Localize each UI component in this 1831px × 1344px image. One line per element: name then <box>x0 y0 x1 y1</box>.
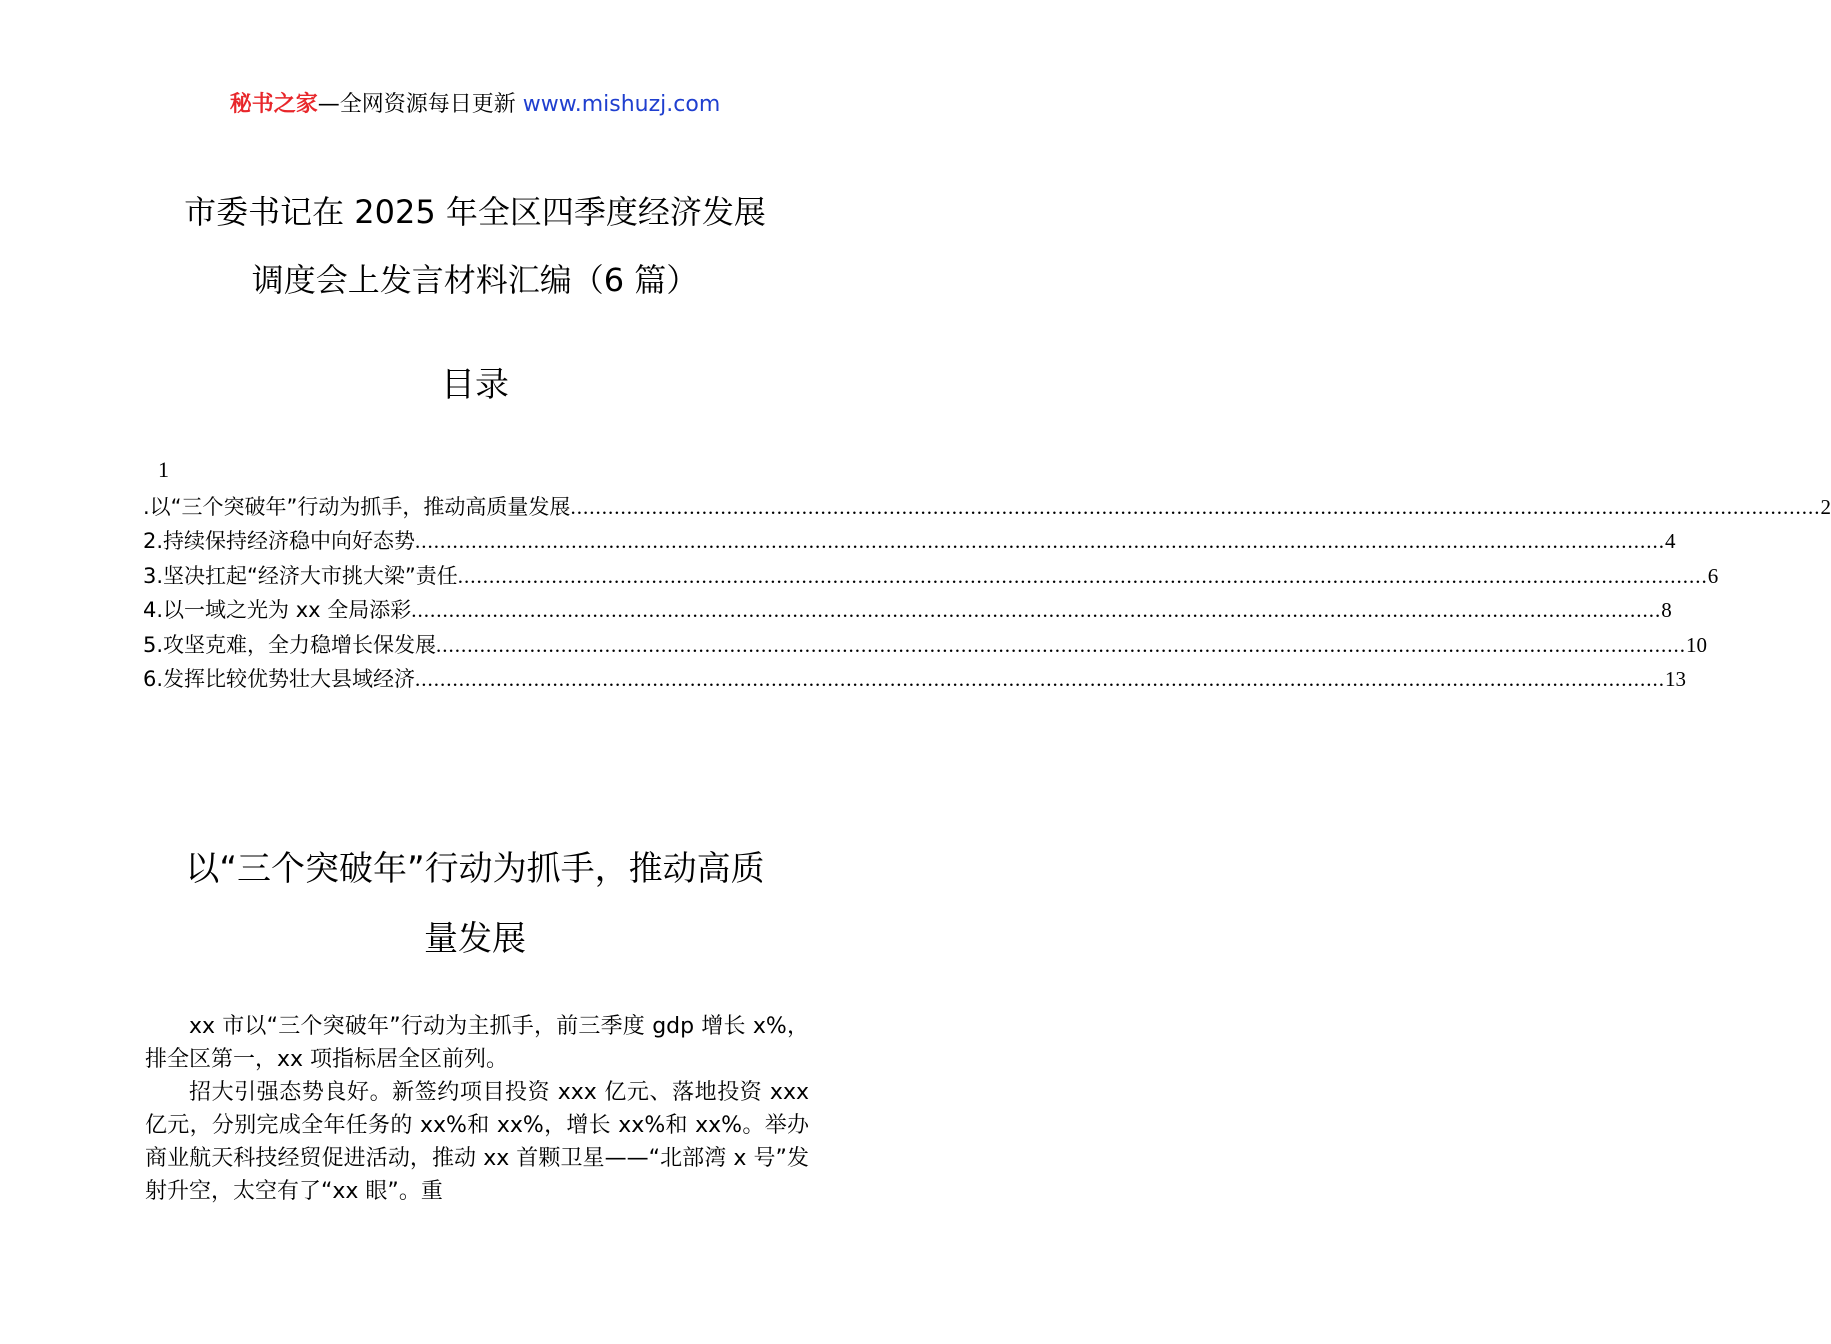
toc-entry[interactable] <box>143 660 1687 695</box>
toc-entry-label: 3.坚决扛起“经济大市挑大梁”责任 <box>143 563 458 588</box>
toc-entry-label: .以“三个突破年”行动为抓手，推动高质量发展 <box>143 494 571 519</box>
document-title-line-1: 市委书记在 2025 年全区四季度经济发展 <box>184 193 766 231</box>
toc-entry-page: 13 <box>1665 667 1687 691</box>
body-paragraph: xx 市以“三个突破年”行动为主抓手，前三季度 gdp 增长 x%，排全区第一，xx 项指标居全区前列。 <box>145 1014 809 1072</box>
header-slogan: —全网资源每日更新 <box>317 92 523 117</box>
section-title-line-2: 量发展 <box>424 919 526 959</box>
section-title-line-1: 以“三个突破年”行动为抓手，推动高质 <box>185 849 765 889</box>
table-of-contents <box>143 487 1831 694</box>
toc-entry-page: 8 <box>1661 598 1672 622</box>
toc-entry[interactable] <box>143 591 1672 626</box>
toc-entry-label: 6.发挥比较优势壮大县域经济 <box>143 667 416 691</box>
toc-heading: 目录 <box>441 365 509 405</box>
toc-entry[interactable] <box>143 487 1831 522</box>
document-title-line-2: 调度会上发言材料汇编（6 篇） <box>251 261 699 299</box>
toc-leader-dots: ........................................................................................................................................................................................................ <box>415 529 1666 553</box>
toc-entry-label: 2.持续保持经济稳中向好态势 <box>143 529 416 553</box>
section-body <box>145 1010 809 1208</box>
toc-entry-page: 10 <box>1686 632 1708 657</box>
toc-entry[interactable] <box>143 556 1719 591</box>
toc-entry[interactable] <box>143 522 1676 557</box>
toc-entry[interactable] <box>143 625 1708 660</box>
toc-entry-label: 4.以一域之光为 xx 全局添彩 <box>143 598 412 622</box>
brand-name: 秘书之家 <box>229 92 318 117</box>
toc-leader-dots: ........................................................................................................................................................................................................ <box>411 598 1662 622</box>
toc-leader-dots: ........................................................................................................................................................................................................ <box>415 667 1666 691</box>
site-url-link[interactable]: www.mishuzj.com <box>522 92 721 117</box>
toc-leader-dots: ........................................................................................................................................................................................................ <box>570 494 1821 519</box>
body-paragraph: 招大引强态势良好。新签约项目投资 xxx 亿元、落地投资 xxx 亿元，分别完成全年任务的 xx%和 xx%，增长 xx%和 xx%。举办商业航天科技经贸促进活动，推动 xx 首颗卫星——“北部湾 x 号”发射升空，太空有了“xx 眼”。重 <box>145 1080 809 1204</box>
toc-entry-page: 4 <box>1665 529 1676 553</box>
toc-leader-dots: ........................................................................................................................................................................................................ <box>457 563 1708 588</box>
site-header <box>0 88 950 122</box>
toc-entry-label: 5.攻坚克难，全力稳增长保发展 <box>143 632 437 657</box>
toc-first-entry-number: 1 <box>158 457 169 482</box>
toc-leader-dots: ........................................................................................................................................................................................................ <box>436 632 1687 657</box>
toc-entry-page: 2 <box>1820 494 1831 519</box>
toc-entry-page: 6 <box>1707 563 1719 588</box>
